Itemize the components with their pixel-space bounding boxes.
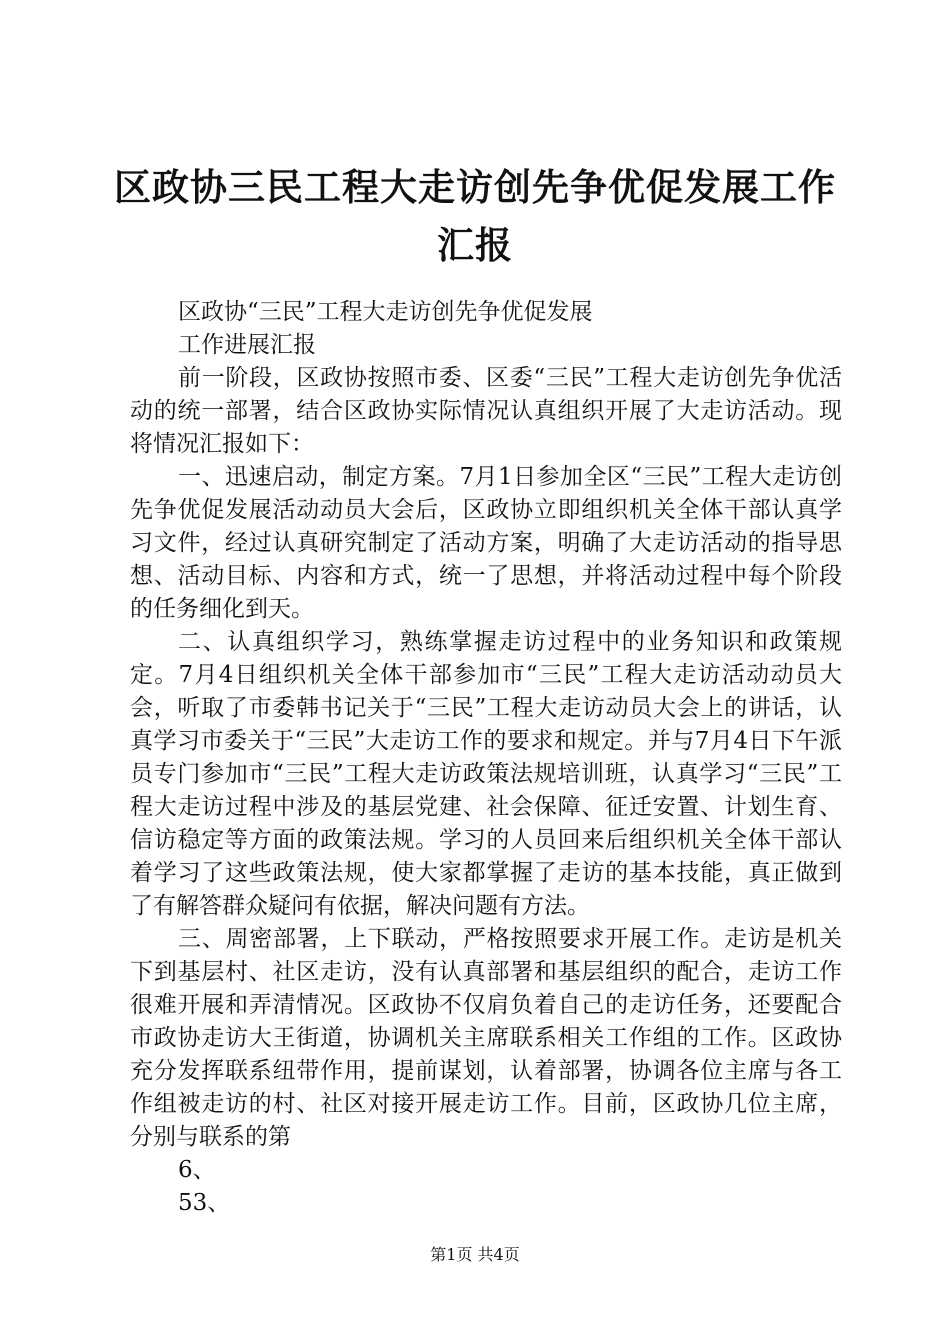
paragraph-intro: 前一阶段，区政协按照市委、区委“三民”工程大走访创先争优活动的统一部署，结合区政协实际情况认真组织开展了大走访活动。现将情况汇报如下： <box>130 365 842 457</box>
paragraph-fragment-2: 53、 <box>178 1190 231 1216</box>
document-body <box>130 296 842 1220</box>
paragraph-section-1: 一、迅速启动，制定方案。7月1日参加全区“三民”工程大走访创先争优促发展活动动员大会后，区政协立即组织机关全体干部认真学习文件，经过认真研究制定了活动方案，明确了大走访活动的指导思想、活动目标、内容和方式，统一了思想，并将活动过程中每个阶段的任务细化到天。 <box>130 464 842 622</box>
paragraph-section-3: 三、周密部署，上下联动，严格按照要求开展工作。走访是机关下到基层村、社区走访，没有认真部署和基层组织的配合，走访工作很难开展和弄清情况。区政协不仅肩负着自己的走访任务，还要配合市政协走访大王街道，协调机关主席联系相关工作组的工作。区政协充分发挥联系纽带作用，提前谋划，认着部署，协调各位主席与各工作组被走访的村、社区对接开展走访工作。目前，区政协几位主席，分别与联系的第 <box>130 926 842 1150</box>
page-footer: 第1页 共4页 <box>430 1245 520 1264</box>
paragraph-subtitle-line-2: 工作进展汇报 <box>178 332 316 358</box>
paragraph-subtitle-line-1: 区政协“三民”工程大走访创先争优促发展 <box>178 299 593 325</box>
paragraph-fragment-1: 6、 <box>178 1157 216 1183</box>
document-title: 区政协三民工程大走访创先争优促发展工作汇报 <box>114 165 836 267</box>
paragraph-section-2: 二、认真组织学习，熟练掌握走访过程中的业务知识和政策规定。7月4日组织机关全体干部参加市“三民”工程大走访活动动员大会，听取了市委韩书记关于“三民”工程大走访动员大会上的讲话，认真学习市委关于“三民”大走访工作的要求和规定。并与7月4日下午派员专门参加市“三民”工程大走访政策法规培训班，认真学习“三民”工程大走访过程中涉及的基层党建、社会保障、征迁安置、计划生育、信访稳定等方面的政策法规。学习的人员回来后组织机关全体干部认着学习了这些政策法规，使大家都掌握了走访的基本技能，真正做到了有解答群众疑问有依据，解决问题有方法。 <box>130 629 842 919</box>
